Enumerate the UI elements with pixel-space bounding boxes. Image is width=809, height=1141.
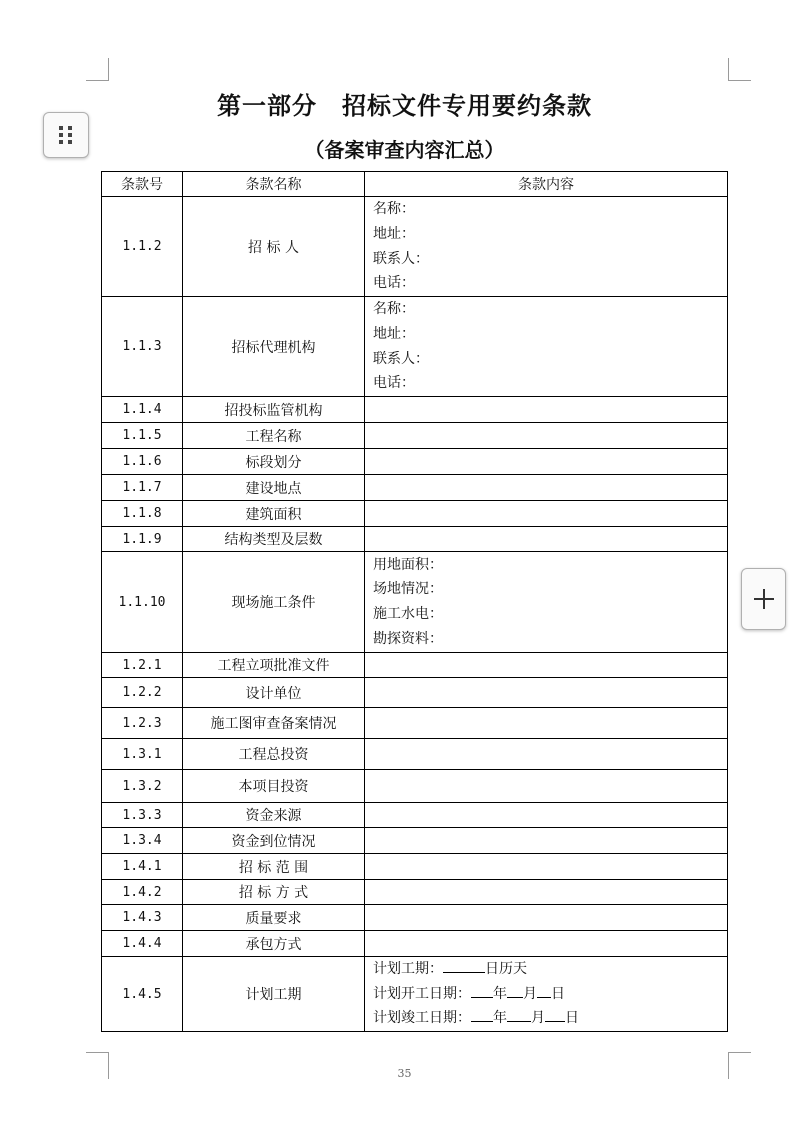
clause-name: 施工图审查备案情况 [183,708,365,739]
clause-number: 1.1.5 [102,423,183,449]
table-row [102,708,728,739]
table-row [102,501,728,527]
table-row [102,739,728,770]
clause-name: 工程名称 [183,423,365,449]
table-row [102,527,728,552]
clause-name: 招投标监管机构 [183,397,365,423]
clause-content[interactable] [365,770,728,803]
header-clause-no: 条款号 [102,172,183,197]
clause-content[interactable] [365,931,728,957]
clause-name: 招 标 方 式 [183,880,365,905]
page-subtitle: （备案审查内容汇总） [304,138,505,162]
clause-name: 本项目投资 [183,770,365,803]
content-line: 电话： [373,275,415,292]
year-label: 年 [493,1010,507,1027]
clause-name: 资金来源 [183,803,365,828]
content-line: 名称： [373,301,415,318]
table-header-row [102,172,728,197]
duration-label: 计划工期： [373,961,443,977]
table-row [102,449,728,475]
page-number: 35 [397,1067,412,1080]
table-row [102,905,728,931]
clause-content[interactable] [365,905,728,931]
clause-content[interactable] [365,653,728,678]
content-line: 名称： [373,201,415,218]
clause-name: 设计单位 [183,678,365,708]
plus-icon [754,589,774,609]
clause-table [101,171,728,1032]
page-title: 第一部分 招标文件专用要约条款 [217,91,592,120]
clause-number: 1.3.2 [102,770,183,803]
clause-number: 1.1.9 [102,527,183,552]
content-line: 地址： [373,325,415,342]
planned-duration-line [373,957,727,982]
clause-name: 招 标 人 [183,197,365,297]
content-line: 地址： [373,225,415,242]
content-line: 电话： [373,375,415,392]
clause-name: 建筑面积 [183,501,365,527]
day-label: 日 [551,985,565,1002]
clause-name: 质量要求 [183,905,365,931]
clause-number: 1.2.1 [102,653,183,678]
add-block-button[interactable] [741,568,786,630]
clause-content[interactable] [365,552,728,653]
content-line: 场地情况： [373,581,443,598]
clause-name: 现场施工条件 [183,552,365,653]
year-blank[interactable] [471,983,493,998]
header-clause-name: 条款名称 [183,172,365,197]
clause-name: 建设地点 [183,475,365,501]
clause-number: 1.4.3 [102,905,183,931]
table-row [102,880,728,905]
clause-content[interactable] [365,397,728,423]
clause-content[interactable] [365,475,728,501]
content-line: 勘探资料： [373,630,443,647]
clause-content[interactable] [365,828,728,854]
clause-number: 1.2.3 [102,708,183,739]
content-line: 用地面积： [373,556,443,573]
day-blank[interactable] [545,1007,565,1022]
clause-number: 1.3.3 [102,803,183,828]
clause-content[interactable] [365,854,728,880]
table-row [102,423,728,449]
clause-number: 1.1.3 [102,297,183,397]
clause-number: 1.1.8 [102,501,183,527]
month-blank[interactable] [507,1007,531,1022]
clause-number: 1.1.2 [102,197,183,297]
clause-content[interactable] [365,501,728,527]
table-row [102,803,728,828]
table-row [102,931,728,957]
clause-content[interactable] [365,739,728,770]
planned-end-date-line-label: 计划竣工日期： [373,1010,471,1027]
clause-number: 1.2.2 [102,678,183,708]
year-blank[interactable] [471,1007,493,1022]
clause-name: 计划工期 [183,957,365,1032]
table-row [102,854,728,880]
clause-content[interactable] [365,880,728,905]
year-label: 年 [493,985,507,1002]
duration-blank[interactable] [443,958,485,973]
clause-number: 1.4.4 [102,931,183,957]
clause-number: 1.1.10 [102,552,183,653]
clause-number: 1.1.4 [102,397,183,423]
table-row [102,678,728,708]
clause-content[interactable] [365,449,728,475]
clause-name: 招 标 范 围 [183,854,365,880]
content-line: 施工水电： [373,606,443,622]
clause-number: 1.3.4 [102,828,183,854]
planned-start-date-line [373,982,727,1007]
table-row [102,397,728,423]
table-row [102,197,728,297]
content-line: 联系人： [373,350,429,367]
table-row [102,297,728,397]
crop-mark-top-right [728,58,751,81]
planned-start-date-line-label: 计划开工日期： [373,985,471,1002]
clause-number: 1.4.2 [102,880,183,905]
clause-name: 承包方式 [183,931,365,957]
table-row [102,653,728,678]
clause-content[interactable] [365,803,728,828]
clause-number: 1.4.5 [102,957,183,1032]
month-blank[interactable] [507,983,523,998]
clause-number: 1.1.6 [102,449,183,475]
table-row [102,770,728,803]
duration-unit: 日历天 [485,961,527,977]
day-blank[interactable] [537,983,551,998]
clause-content[interactable] [365,297,728,397]
table-row [102,552,728,653]
content-line: 联系人： [373,250,429,267]
table-row [102,475,728,501]
month-label: 月 [523,985,537,1002]
clause-content[interactable] [365,197,728,297]
clause-name: 资金到位情况 [183,828,365,854]
planned-end-date-line [373,1006,727,1031]
clause-content[interactable] [365,708,728,739]
clause-name: 工程立项批准文件 [183,653,365,678]
clause-name: 标段划分 [183,449,365,475]
clause-content[interactable] [365,678,728,708]
header-clause-content: 条款内容 [365,172,728,197]
clause-content[interactable] [365,527,728,552]
clause-name: 招标代理机构 [183,297,365,397]
table-row [102,828,728,854]
clause-name: 工程总投资 [183,739,365,770]
clause-number: 1.3.1 [102,739,183,770]
day-label: 日 [565,1010,579,1027]
crop-mark-top-left [86,58,109,81]
clause-name: 结构类型及层数 [183,527,365,552]
table-row [102,957,728,1032]
clause-content[interactable] [365,423,728,449]
clause-number: 1.4.1 [102,854,183,880]
month-label: 月 [531,1010,545,1027]
clause-number: 1.1.7 [102,475,183,501]
clause-content[interactable] [365,957,728,1032]
